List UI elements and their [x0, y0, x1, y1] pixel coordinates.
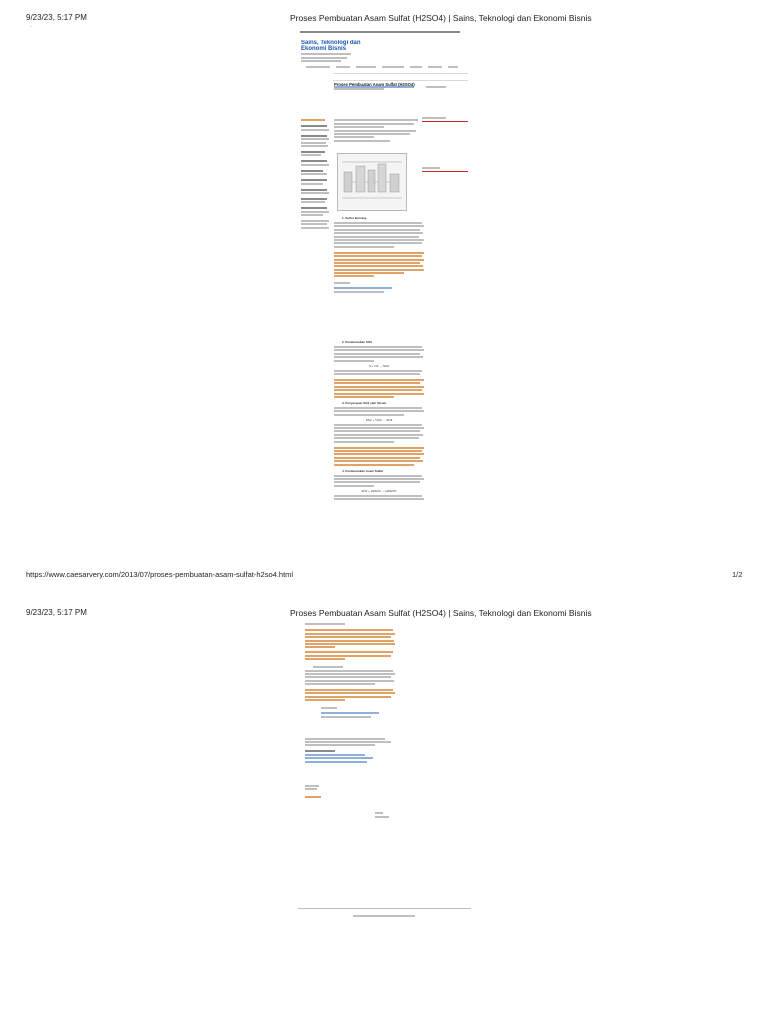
section-2 [334, 337, 424, 502]
blog-top-links [300, 31, 470, 33]
equation: SO2 + ½O2 → SO3 [365, 417, 393, 422]
page2-body [305, 622, 395, 799]
search-divider [333, 80, 468, 81]
right-sidebar-divider-1 [422, 121, 468, 122]
section-heading: 1. Sulfur Burning [342, 216, 367, 220]
page2-footer-credit [353, 914, 423, 919]
page2-footer-divider [298, 908, 471, 909]
post-title[interactable]: Proses Pembuatan Asam Sulfat (H2SO4) [334, 82, 415, 87]
process-diagram [337, 153, 407, 211]
site-title-line1[interactable]: Sains, Teknologi dan [301, 40, 361, 46]
section-heading: 4. Pembentukan Asam Sulfat [342, 468, 384, 473]
blog-nav [306, 66, 468, 68]
print-page-title: Proses Pembuatan Asam Sulfat (H2SO4) | Sains, Teknologi dan Ekonomi Bisnis [290, 13, 592, 23]
equation: S + O2 → SO2 [368, 363, 390, 368]
section-heading: 2. Pembentukan SO3 [342, 340, 372, 344]
section-heading: 3. Penyerapan SO3 oleh Oleum [342, 400, 387, 405]
blog-header [301, 40, 361, 64]
toc-sidebar [301, 118, 331, 230]
print-timestamp: 9/23/23, 5:17 PM [26, 608, 87, 617]
print-timestamp: 9/23/23, 5:17 PM [26, 13, 87, 22]
page2-side-note [375, 811, 395, 819]
print-page-title: Proses Pembuatan Asam Sulfat (H2SO4) | Sains, Teknologi dan Ekonomi Bisnis [290, 608, 592, 618]
nav-divider [333, 73, 468, 74]
equation: SO3 + H2SO4 → H2S2O7 [361, 488, 397, 493]
post-intro [334, 118, 418, 143]
print-page-number: 1/2 [732, 570, 743, 579]
right-sidebar-divider-2 [422, 171, 468, 172]
post-header [334, 82, 434, 92]
dot-mark: · [30, 24, 32, 30]
site-title-line2[interactable]: Ekonomi Bisnis [301, 46, 347, 52]
section-1 [334, 213, 424, 294]
print-url: https://www.caesarvery.com/2013/07/proses-pembuatan-asam-sulfat-h2so4.html [26, 570, 294, 579]
